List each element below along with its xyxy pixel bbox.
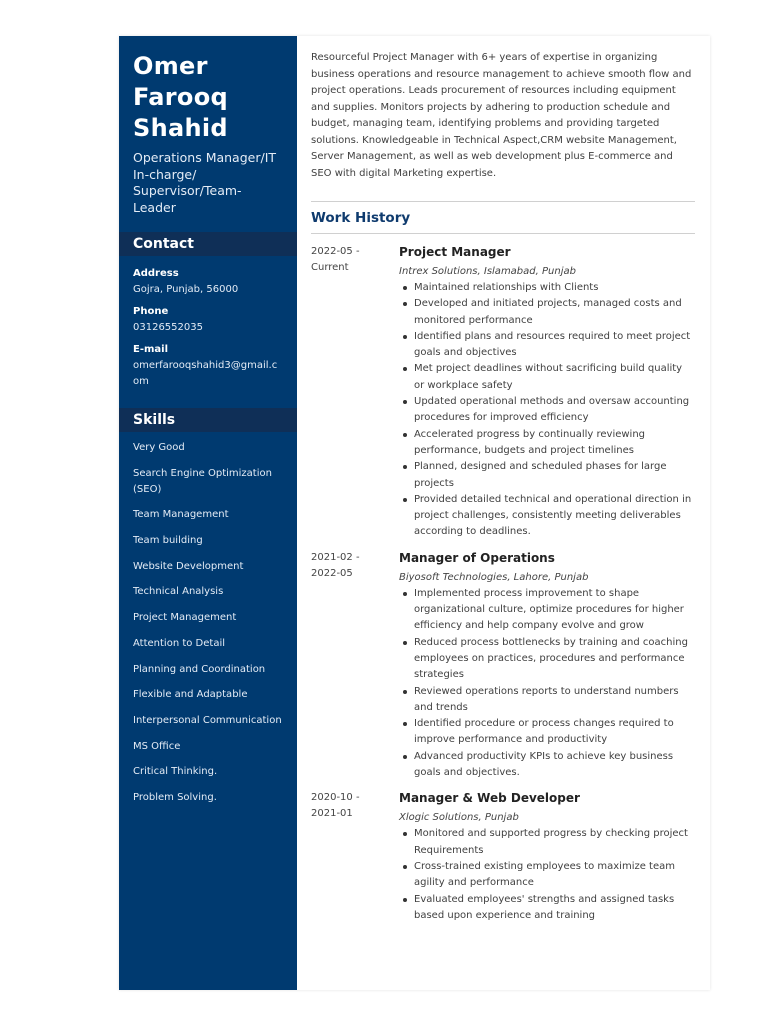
skill-item: Attention to Detail — [133, 637, 226, 649]
phone-label: Phone — [133, 306, 169, 317]
job-duty-item: Identified plans and resources required to meet project goals and objectives — [399, 329, 695, 362]
job-date-end: 2022-05 — [311, 567, 353, 579]
skill-item: Planning and Coordination — [133, 663, 266, 675]
job-duty-item: Accelerated progress by continually reviewing performance, budgets and project timelines — [399, 427, 695, 460]
job-duty-item: Provided detailed technical and operational direction in project challenges, consistently meeting deliverables according to deadlines. — [399, 492, 695, 541]
job-date-end: 2021-01 — [311, 808, 353, 820]
job-duty-item: Reduced process bottlenecks by training and coaching employees on practices, procedures and performance strategies — [399, 635, 695, 684]
skill-item: Very Good — [133, 442, 185, 453]
email-label: E-mail — [133, 344, 169, 355]
job-title-summary: Operations Manager/IT In-charge/ Supervisor/Team-Leader — [133, 150, 277, 215]
job-duty-item: Maintained relationships with Clients — [399, 280, 695, 296]
job-date-range — [311, 550, 391, 582]
job-duty-item: Monitored and supported progress by checking project Requirements — [399, 826, 695, 859]
job-duty-item: Reviewed operations reports to understand numbers and trends — [399, 684, 695, 717]
job-date-start: 2021-02 - — [311, 551, 360, 563]
sidebar — [119, 36, 297, 990]
job-duty-item: Developed and initiated projects, managed costs and monitored performance — [399, 296, 695, 329]
job-duty-item: Planned, designed and scheduled phases for large projects — [399, 459, 695, 492]
skill-item: Project Management — [133, 612, 237, 624]
job-duty-item: Identified procedure or process changes required to improve performance and productivity — [399, 716, 695, 749]
candidate-name — [133, 51, 283, 144]
professional-summary: Resourceful Project Manager with 6+ years of expertise in organizing business operations and resource management to achieve smooth flow and project operations. Leads procurement of resources including equipment and supplies. Monitors projects by adhering to production schedule and budget, managing team, identifying problems and providing targeted solutions. Knowledgeable in Technical Aspect,CRM website Management, Server Management, as well as web development plus E-commerce and SEO with digital Marketing expertise. — [311, 52, 692, 179]
skill-item: Website Development — [133, 560, 244, 572]
job-entry — [311, 550, 695, 782]
job-duties-list — [399, 586, 695, 782]
address-label: Address — [133, 268, 179, 279]
job-entry — [311, 790, 695, 924]
job-date-start: 2022-05 - — [311, 246, 360, 257]
email-value: omerfarooqshahid3@gmail.com — [133, 360, 278, 387]
job-duty-item: Cross-trained existing employees to maximize team agility and performance — [399, 859, 695, 892]
phone-value: 03126552035 — [133, 322, 203, 333]
contact-heading: Contact — [119, 232, 297, 256]
job-duty-item: Evaluated employees' strengths and assigned tasks based upon experience and training — [399, 892, 695, 925]
name-line-middle: Farooq — [133, 83, 228, 111]
job-duties-list — [399, 826, 695, 924]
skill-item: Technical Analysis — [133, 586, 224, 598]
job-title: Manager of Operations — [399, 550, 555, 565]
skill-item: Team building — [133, 535, 203, 547]
job-title: Manager & Web Developer — [399, 791, 580, 806]
job-duty-item: Implemented process improvement to shape organizational culture, optimize procedures for higher efficiency and help company evolve and grow — [399, 586, 695, 635]
job-duty-item: Advanced productivity KPIs to achieve key business goals and objectives. — [399, 749, 695, 782]
resume-page — [119, 36, 710, 990]
work-history-heading: Work History — [311, 210, 411, 226]
job-date-end: Current — [311, 262, 349, 273]
skill-item: Problem Solving. — [133, 791, 217, 803]
job-company: Intrex Solutions, Islamabad, Punjab — [399, 266, 576, 277]
job-title: Project Manager — [399, 245, 511, 259]
skill-item: Flexible and Adaptable — [133, 689, 248, 701]
skills-list — [133, 440, 283, 806]
main-content — [311, 36, 695, 933]
skill-item: Team Management — [133, 509, 229, 521]
name-line-first: Omer — [133, 52, 208, 80]
contact-block — [133, 266, 283, 390]
skill-item: Interpersonal Communication — [133, 714, 282, 726]
job-date-start: 2020-10 - — [311, 792, 360, 804]
name-line-last: Shahid — [133, 114, 228, 142]
job-duty-item: Met project deadlines without sacrificing build quality or workplace safety — [399, 361, 695, 394]
skill-item: Critical Thinking. — [133, 766, 218, 778]
job-company: Biyosoft Technologies, Lahore, Punjab — [399, 571, 589, 583]
job-company: Xlogic Solutions, Punjab — [399, 812, 519, 824]
job-entry — [311, 244, 695, 541]
job-date-range — [311, 790, 391, 822]
job-duties-list — [399, 280, 695, 541]
skill-item: MS Office — [133, 740, 181, 752]
skill-item: Search Engine Optimization (SEO) — [133, 467, 272, 495]
skills-heading: Skills — [119, 408, 297, 432]
work-history-list — [311, 244, 695, 924]
job-date-range — [311, 244, 391, 276]
section-divider — [311, 233, 695, 234]
job-duty-item: Updated operational methods and oversaw accounting procedures for improved efficiency — [399, 394, 695, 427]
address-value: Gojra, Punjab, 56000 — [133, 284, 239, 295]
